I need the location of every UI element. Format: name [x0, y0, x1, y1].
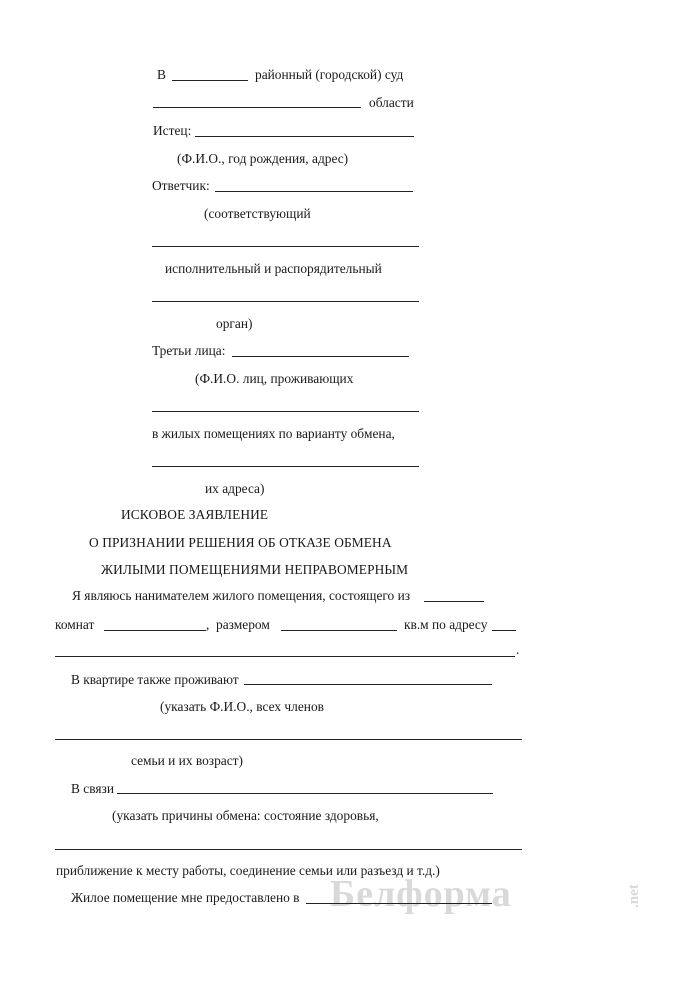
court-prefix: В — [157, 67, 166, 82]
third-parties-label: Третьи лица: — [152, 343, 226, 358]
rooms-field[interactable] — [104, 630, 206, 631]
provided-label: Жилое помещение мне предоставлено в — [71, 890, 300, 905]
reason-field-2[interactable] — [55, 849, 522, 850]
address-period: . — [516, 642, 520, 657]
tenant-text: Я являюсь нанимателем жилого помещения, состоящего из — [72, 588, 411, 603]
document-title-line-1: ИСКОВОЕ ЗАЯВЛЕНИЕ — [121, 507, 269, 522]
court-city-field[interactable] — [172, 80, 248, 81]
address-label: кв.м по адресу — [404, 617, 488, 632]
belforma-watermark-suffix: .net — [626, 884, 642, 908]
also-live-hint: (указать Ф.И.О., всех членов — [160, 699, 324, 714]
size-label: , размером — [206, 617, 270, 632]
reason-field[interactable] — [117, 793, 493, 794]
also-live-label: В квартире также проживают — [71, 672, 239, 687]
in-connection-label: В связи — [71, 781, 114, 796]
defendant-hint-2: исполнительный и распорядительный — [165, 261, 382, 276]
also-live-hint-2: семьи и их возраст) — [131, 753, 243, 768]
plaintiff-field[interactable] — [195, 136, 414, 137]
address-field[interactable] — [55, 656, 515, 657]
defendant-label: Ответчик: — [152, 178, 210, 193]
reason-hint-2: приближение к месту работы, соединение семьи или разъезд и т.д.) — [56, 863, 440, 878]
region-field[interactable] — [153, 107, 361, 108]
family-members-field[interactable] — [55, 739, 522, 740]
document-title-line-3: ЖИЛЫМИ ПОМЕЩЕНИЯМИ НЕПРАВОМЕРНЫМ — [101, 562, 409, 577]
defendant-field[interactable] — [215, 191, 413, 192]
document-title-line-2: О ПРИЗНАНИИ РЕШЕНИЯ ОБ ОТКАЗЕ ОБМЕНА — [89, 535, 392, 550]
third-parties-hint-3: их адреса) — [205, 481, 265, 496]
defendant-field-2[interactable] — [152, 246, 419, 247]
rooms-label: комнат — [55, 617, 95, 632]
also-live-field[interactable] — [244, 684, 492, 685]
third-parties-field-2[interactable] — [152, 411, 419, 412]
address-field-tail[interactable] — [492, 630, 516, 631]
size-field[interactable] — [281, 630, 397, 631]
third-parties-field[interactable] — [232, 356, 409, 357]
rooms-count-field[interactable] — [424, 601, 484, 602]
third-parties-hint-1: (Ф.И.О. лиц, проживающих — [195, 371, 354, 386]
third-parties-field-3[interactable] — [152, 466, 419, 467]
defendant-field-3[interactable] — [152, 301, 419, 302]
belforma-watermark: Белформа — [330, 873, 512, 915]
court-label: районный (городской) суд — [255, 67, 404, 82]
region-label: области — [369, 95, 414, 110]
defendant-hint-3: орган) — [216, 316, 253, 331]
plaintiff-hint: (Ф.И.О., год рождения, адрес) — [177, 151, 349, 166]
provided-field[interactable] — [306, 903, 492, 904]
plaintiff-label: Истец: — [153, 123, 192, 138]
defendant-hint-1: (соответствующий — [204, 206, 311, 221]
third-parties-hint-2: в жилых помещениях по варианту обмена, — [152, 426, 395, 441]
reason-hint: (указать причины обмена: состояние здоровья, — [112, 808, 379, 823]
